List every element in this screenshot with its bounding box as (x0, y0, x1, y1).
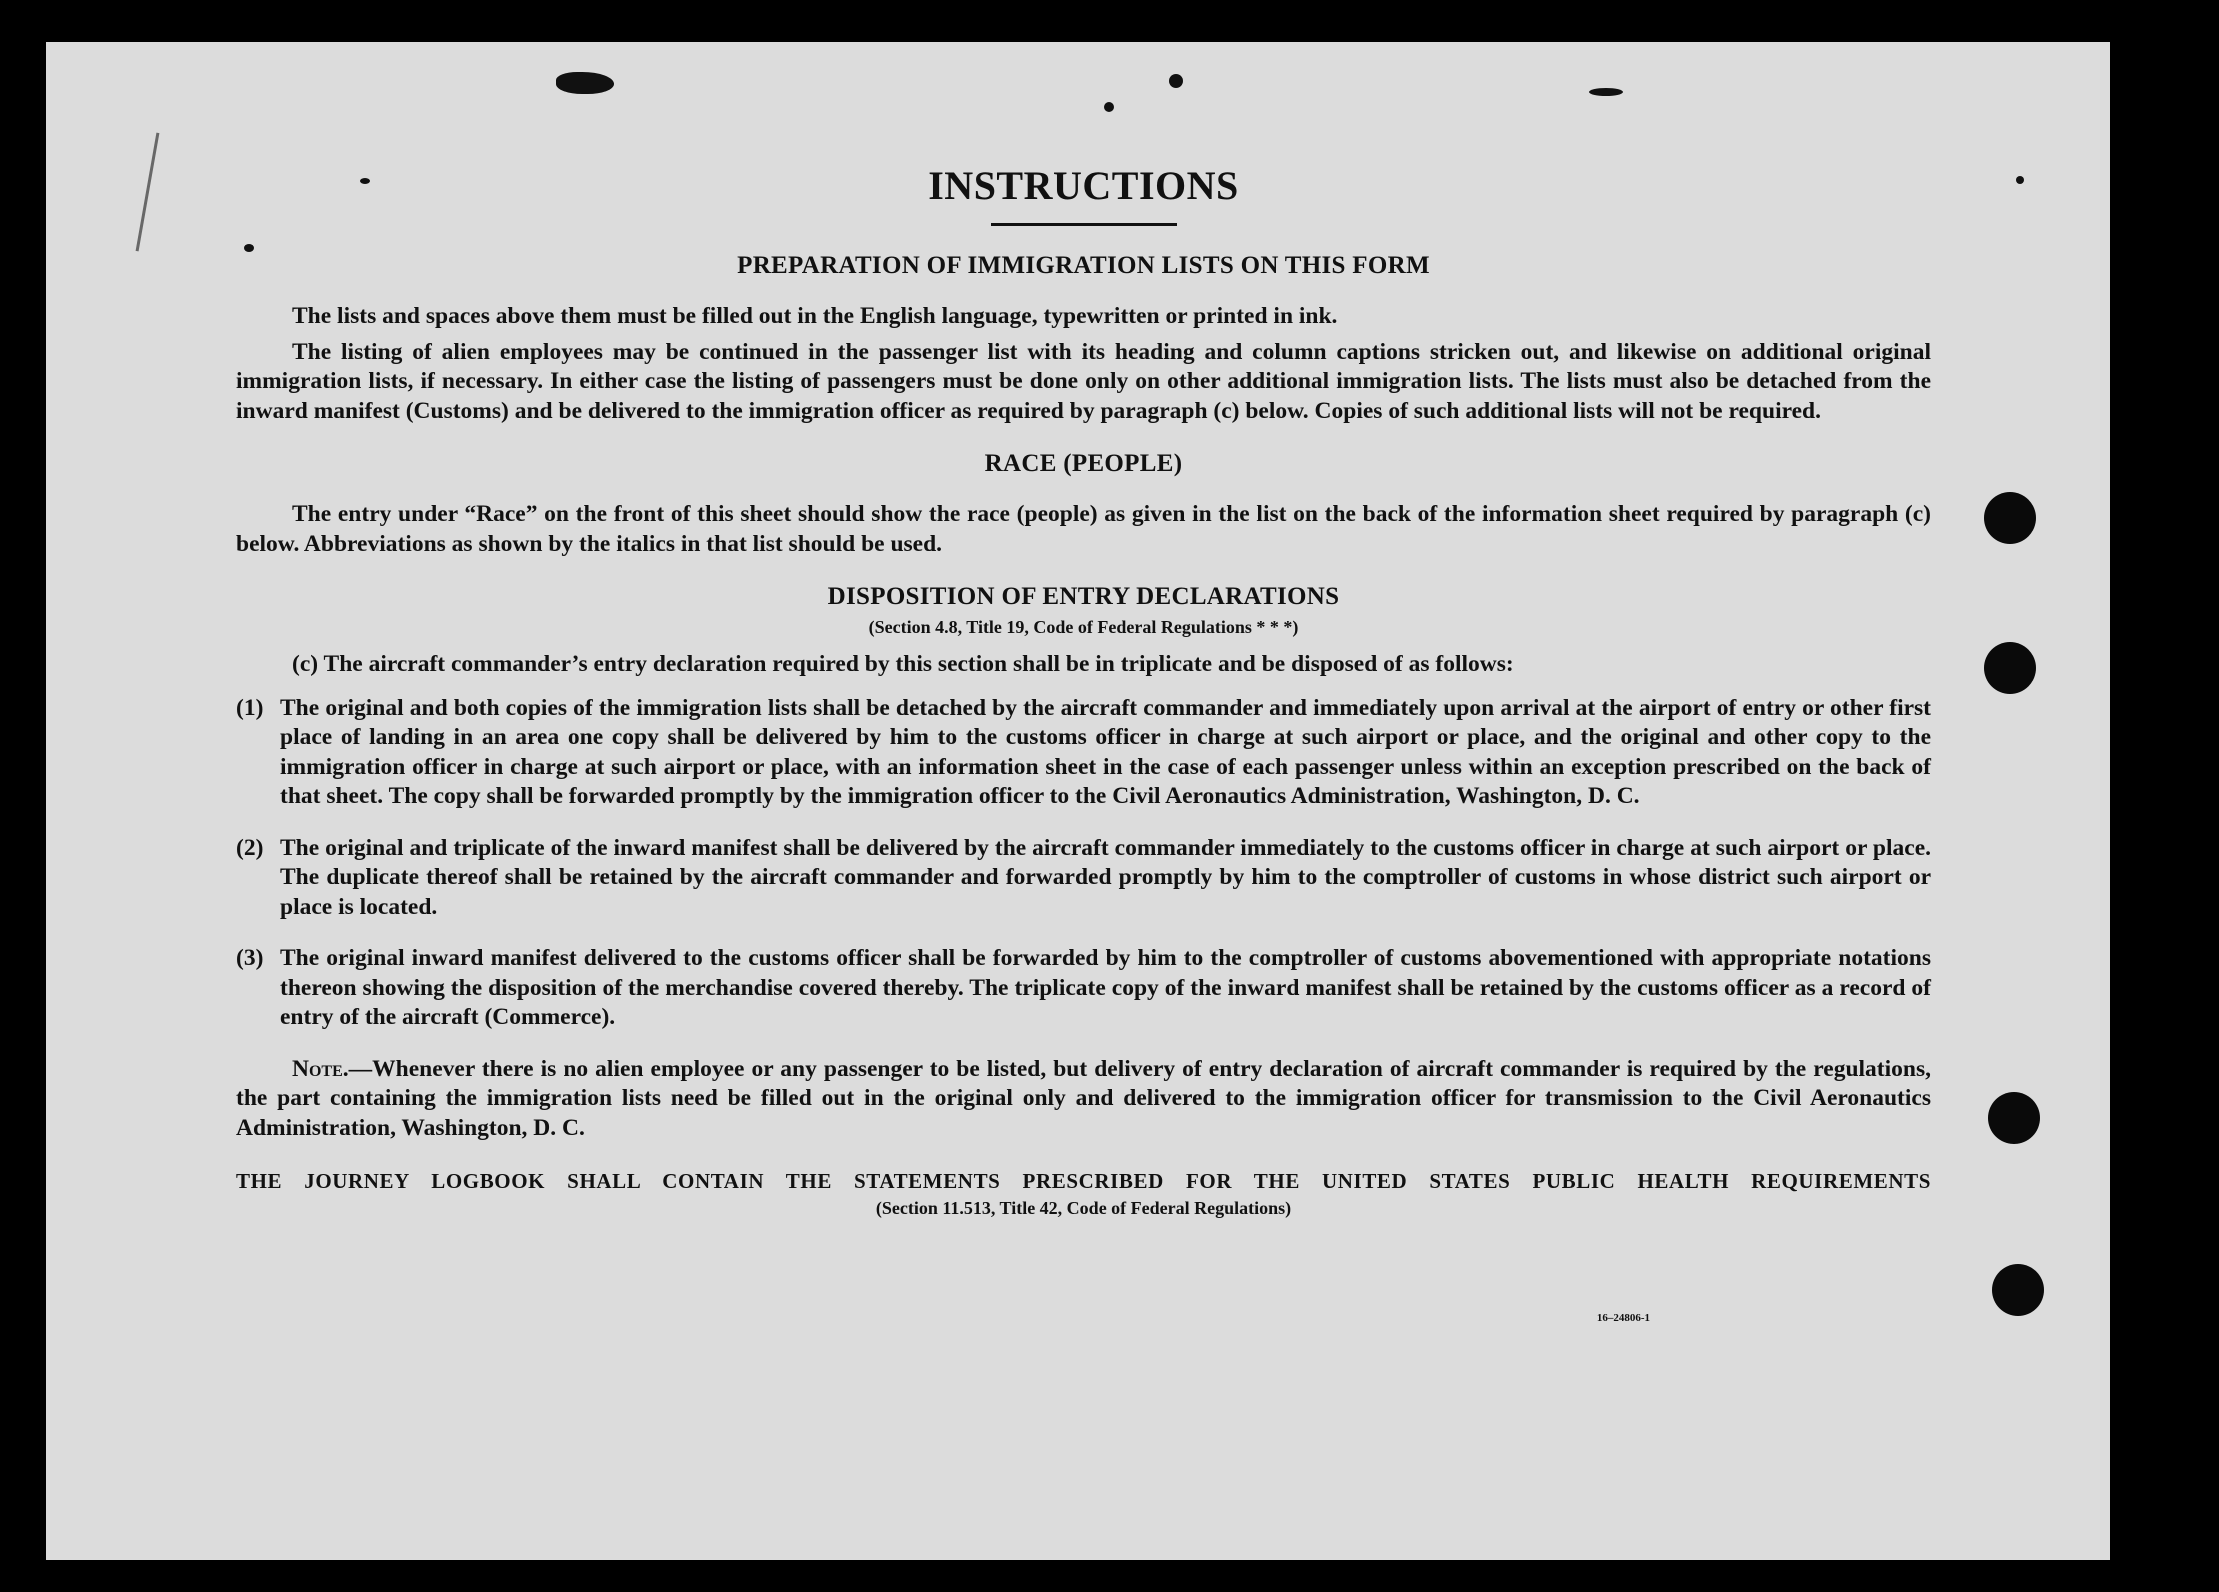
list-item-number: (1) (236, 694, 264, 721)
scan-mark (2016, 176, 2024, 184)
paragraph: (c) The aircraft commander’s entry declaration required by this section shall be in triplicate and be disposed of as follows: (292, 651, 1514, 677)
note-paragraph (236, 1055, 1931, 1144)
list-item (236, 694, 1931, 812)
instructions-content (236, 112, 1931, 1219)
scan-mark (136, 133, 160, 252)
scan-mark (1169, 74, 1183, 88)
note-text: —Whenever there is no alien employee or any passenger to be listed, but delivery of entry declaration of aircraft commander is required by the regulations, the part containing the immigration lists need be filled out in the original only and delivered to the immigration officer for transmission to the Civil Aeronautics Administration, Washington, D. C. (236, 1055, 1931, 1141)
list-item-text: The original and triplicate of the inward manifest shall be delivered by the aircraft commander immediately to the customs officer in charge at such airport or place. The duplicate thereof shall be retained by the aircraft commander and forwarded promptly by him to the comptroller of customs in whose district such airport or place is located. (280, 834, 1931, 920)
footer-citation: (Section 11.513, Title 42, Code of Federal Regulations) (875, 1198, 1292, 1218)
footer-statement: THE JOURNEY LOGBOOK SHALL CONTAIN THE STATEMENTS PRESCRIBED FOR THE UNITED STATES PUBLIC HEALTH REQUIREMENTS (236, 1169, 1931, 1193)
document-page (46, 42, 2110, 1560)
list-item-text: The original inward manifest delivered to the customs officer shall be forwarded by him to the comptroller of customs abovementioned with appropriate notations thereon showing the disposition of the merchandise covered thereby. The triplicate copy of the inward manifest shall be retained by the customs officer as a record of entry of the aircraft (Commerce). (280, 945, 1931, 1030)
list-item-number: (3) (236, 945, 264, 971)
paragraph: The lists and spaces above them must be filled out in the English language, typewritten or printed in ink. (292, 303, 1338, 329)
title-underline (991, 223, 1177, 226)
list-item (236, 834, 1931, 923)
document-title: INSTRUCTIONS (928, 163, 1239, 208)
scan-mark (1589, 88, 1623, 96)
punch-hole (1984, 492, 2036, 544)
note-label: Note. (292, 1055, 349, 1082)
section-citation: (Section 4.8, Title 19, Code of Federal Regulations * * *) (868, 617, 1299, 637)
punch-hole (1984, 642, 2036, 694)
paragraph: The entry under “Race” on the front of this sheet should show the race (people) as given in the list on the back of the information sheet required by paragraph (c) below. Abbreviations as shown by the italics in that list should be used. (236, 501, 1931, 557)
scan-mark (556, 72, 614, 94)
list-item-text: The original and both copies of the immigration lists shall be detached by the aircraft commander and immediately upon arrival at the airport of entry or other first place of landing in an area one copy shall be delivered by him to the customs officer in charge at such airport or place, and the original and other copy to the immigration officer in charge at such airport or place, with an information sheet in the case of each passenger unless within an exception prescribed on the back of that sheet. The copy shall be forwarded promptly by the immigration officer to the Civil Aeronautics Administration, Washington, D. C. (280, 694, 1931, 809)
paragraph: The listing of alien employees may be continued in the passenger list with its heading and column captions stricken out, and likewise on additional original immigration lists, if necessary. In either case the listing of passengers must be done only on other additional immigration lists. The lists must also be detached from the inward manifest (Customs) and be delivered to the immigration officer as required by paragraph (c) below. Copies of such additional lists will not be required. (236, 338, 1931, 424)
section-heading-race: RACE (PEOPLE) (984, 450, 1183, 477)
form-number: 16–24806-1 (1596, 1312, 1650, 1324)
list-item (236, 944, 1931, 1033)
section-heading-disposition: DISPOSITION OF ENTRY DECLARATIONS (827, 583, 1340, 610)
punch-hole (1988, 1092, 2040, 1144)
list-item-number: (2) (236, 834, 264, 861)
punch-hole (1992, 1264, 2044, 1316)
section-heading-preparation: PREPARATION OF IMMIGRATION LISTS ON THIS FORM (737, 252, 1430, 279)
scan-mark (1104, 102, 1114, 112)
